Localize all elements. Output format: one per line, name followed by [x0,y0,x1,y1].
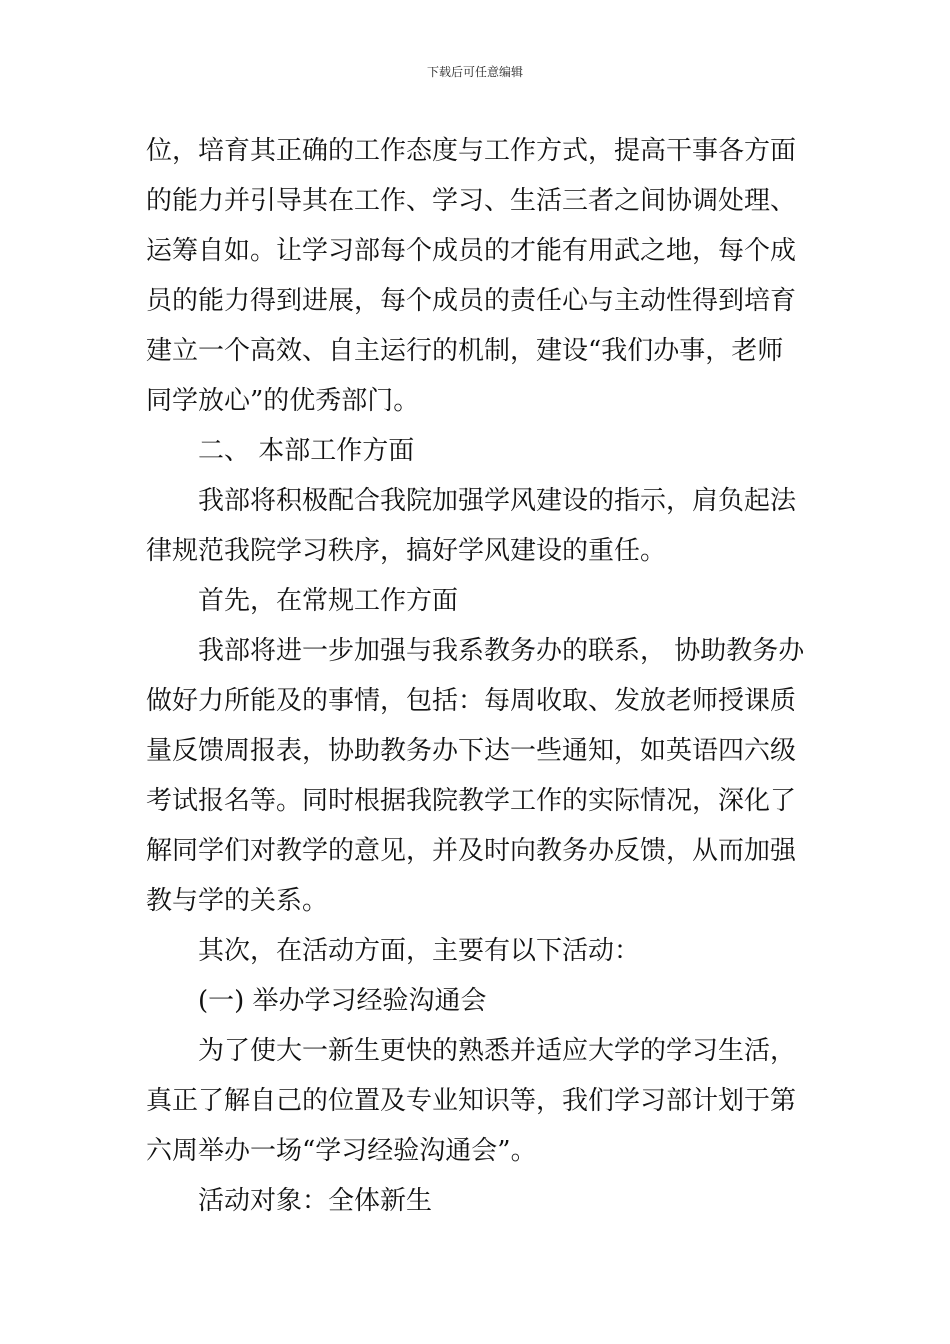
text-line: 同学放心”的优秀部门。 [146,386,420,416]
page-header: 下载后可任意编辑 [426,65,523,79]
subsection-heading: 其次，在活动方面，主要有以下活动： [198,936,641,966]
text-line: 我部将进一步加强与我系教务办的联系， 协助教务办 [198,636,805,666]
text-line: 量反馈周报表，协助教务办下达一些通知，如英语四六级 [146,736,797,766]
text-line: 员的能力得到进展，每个成员的责任心与主动性得到培育 [146,286,797,316]
text-line: 我部将积极配合我院加强学风建设的指示，肩负起法 [198,486,797,516]
text-line: 的能力并引导其在工作、学习、生活三者之间协调处理、 [146,186,797,216]
document-body [146,128,806,1228]
text-line: 真正了解自己的位置及专业知识等，我们学习部计划于第 [146,1086,797,1116]
text-line: 位，培育其正确的工作态度与工作方式，提高干事各方面 [146,136,797,166]
text-line: 活动对象：全体新生 [198,1186,433,1216]
item-heading: (一) 举办学习经验沟通会 [198,986,487,1016]
text-line: 建立一个高效、自主运行的机制，建设“我们办事，老师 [146,336,784,366]
text-line: 为了使大一新生更快的熟悉并适应大学的学习生活， [198,1036,797,1066]
text-line: 运筹自如。让学习部每个成员的才能有用武之地，每个成 [146,236,797,266]
subsection-heading: 首先，在常规工作方面 [198,586,459,616]
text-line: 解同学们对教学的意见，并及时向教务办反馈，从而加强 [146,836,797,866]
text-line: 六周举办一场“学习经验沟通会”。 [146,1136,537,1166]
text-line: 做好力所能及的事情，包括：每周收取、发放老师授课质 [146,686,797,716]
text-line: 教与学的关系。 [146,886,329,916]
text-line: 考试报名等。同时根据我院教学工作的实际情况，深化了 [146,786,797,816]
text-line: 律规范我院学习秩序，搞好学风建设的重任。 [146,536,667,566]
section-heading: 二、 本部工作方面 [198,436,415,466]
